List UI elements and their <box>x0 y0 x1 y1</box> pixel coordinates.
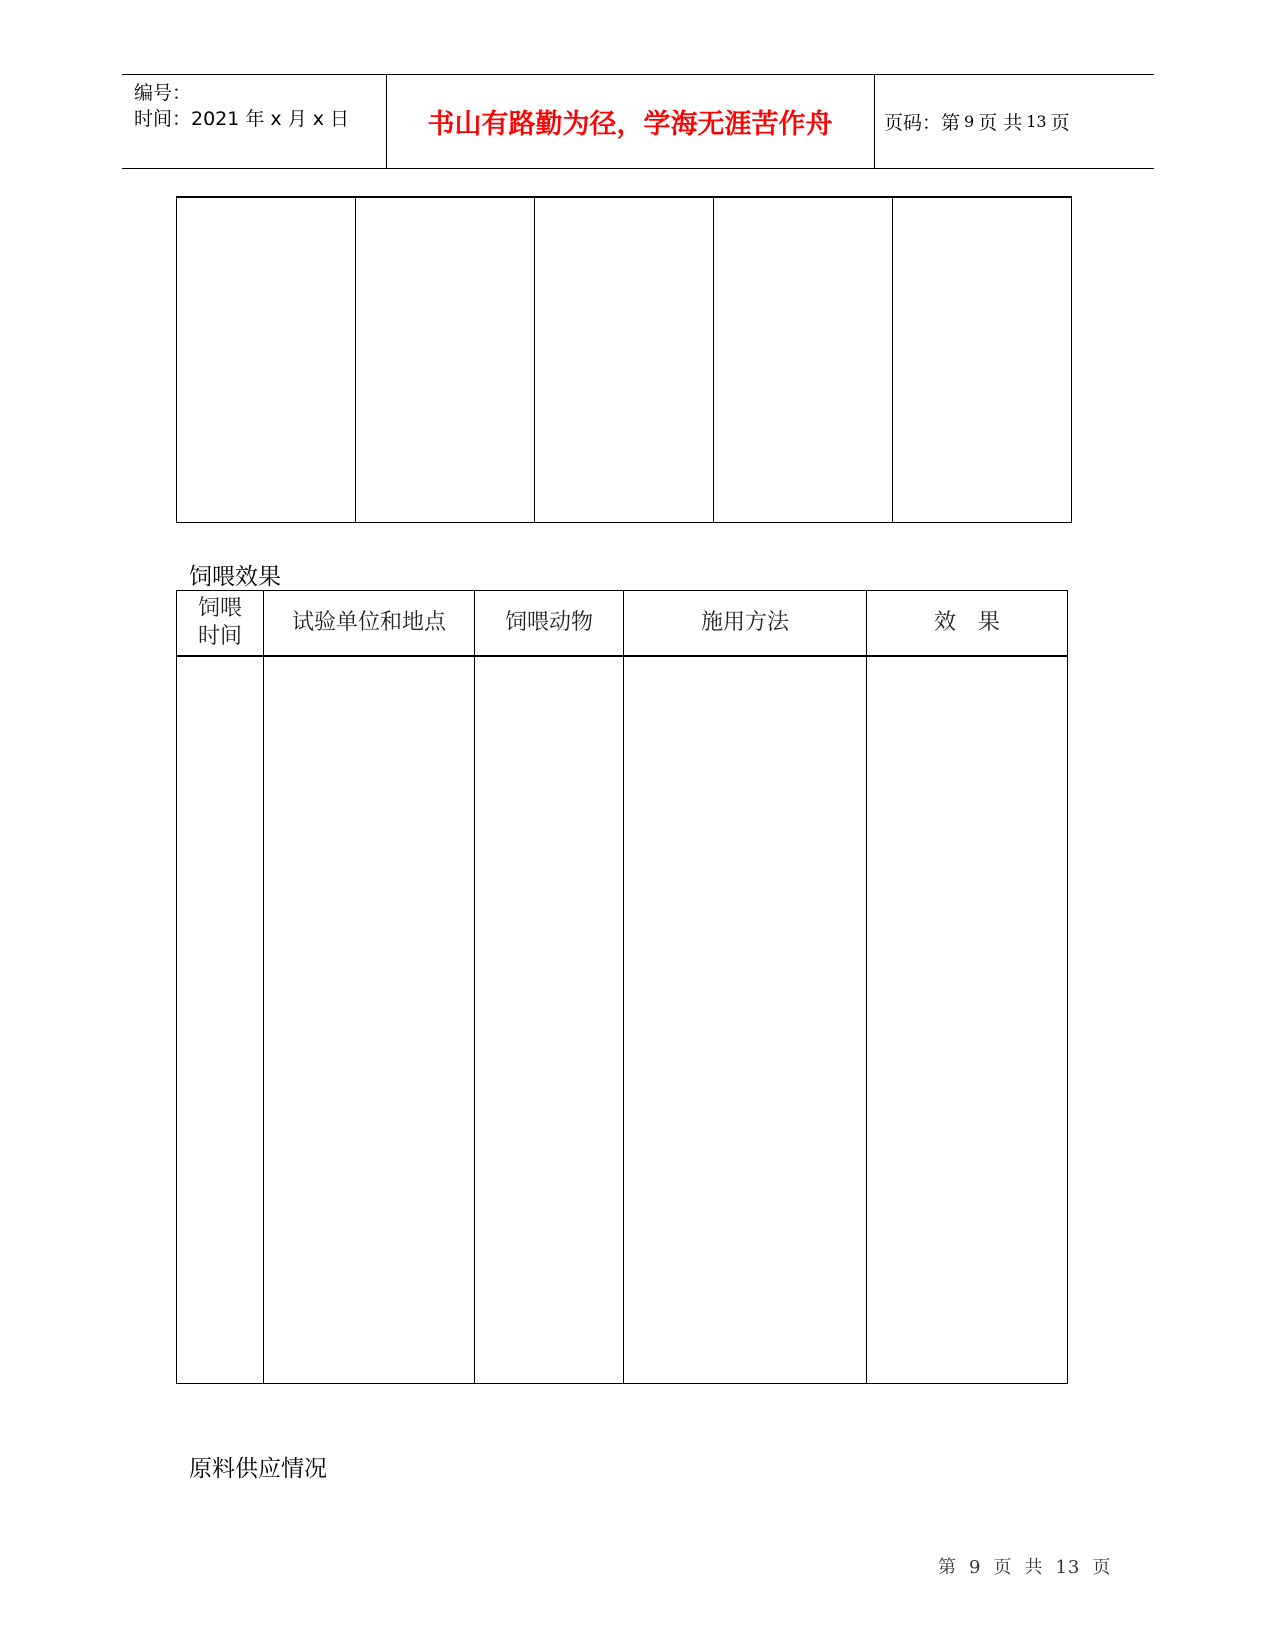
table-row <box>177 197 1072 523</box>
table-cell <box>475 656 624 1384</box>
header-meta <box>134 80 349 132</box>
page-total: 13 <box>1026 111 1047 131</box>
table-cell <box>624 656 867 1384</box>
footer-part: 共 <box>1024 1557 1044 1578</box>
table-cell <box>356 197 535 523</box>
page-mid: 页 共 <box>978 111 1023 134</box>
footer-page-number <box>938 1553 1123 1579</box>
column-header-feeding-time: 饲喂 时间 <box>177 591 264 656</box>
table-cell <box>535 197 714 523</box>
table-cell <box>177 656 264 1384</box>
footer-part: 第 <box>938 1557 957 1578</box>
column-header-method: 施用方法 <box>624 591 867 656</box>
page-suffix: 页 <box>1050 111 1070 134</box>
table-header-row <box>177 591 1068 656</box>
column-header-animal: 饲喂动物 <box>475 591 624 656</box>
section-title-feeding: 饲喂效果 <box>189 564 281 590</box>
serial-label: 编号： <box>134 82 192 104</box>
table-cell <box>867 656 1068 1384</box>
time-label: 时间：2021 年 x 月 x 日 <box>134 108 350 130</box>
page-current: 9 <box>964 111 975 131</box>
section-title-supply: 原料供应情况 <box>189 1456 327 1482</box>
header-divider-right <box>874 74 875 168</box>
table-cell <box>264 656 475 1384</box>
footer-part: 13 <box>1055 1557 1081 1578</box>
header-page-info <box>884 74 1070 168</box>
feeding-effect-table <box>176 590 1068 1384</box>
table-cell <box>714 197 893 523</box>
table-cell <box>177 197 356 523</box>
page-prefix: 页码：第 <box>884 111 961 134</box>
column-header-unit-location: 试验单位和地点 <box>264 591 475 656</box>
column-header-effect: 效 果 <box>867 591 1068 656</box>
header-motto: 书山有路勤为径，学海无涯苦作舟 <box>427 108 833 140</box>
table-cell <box>893 197 1072 523</box>
footer-part: 页 <box>1092 1557 1112 1578</box>
footer-part: 9 <box>969 1557 982 1578</box>
footer-part: 页 <box>993 1557 1013 1578</box>
header-bottom-rule <box>122 168 1154 169</box>
table-row <box>177 656 1068 1384</box>
continued-table <box>176 196 1072 523</box>
